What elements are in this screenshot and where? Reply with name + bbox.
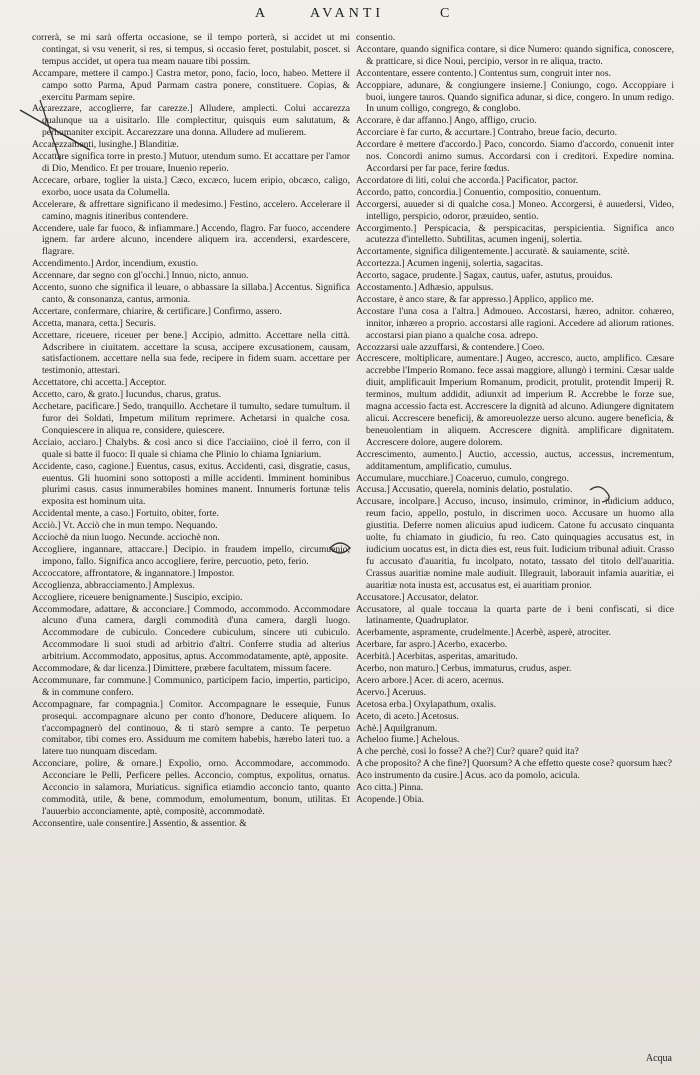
dictionary-entry: Accoglienza, abbracciamento.] Amplexus. — [32, 579, 195, 591]
dictionary-entry: Accidente, caso, cagione.] Euentus, casus, exitus. Accidenti, casi, disgratie, casus, euentus. Gli huomini sono sottoposti a mille accidenti. Imminent hominibus plurimi casus. casus innumerabiles homines manent. Innumeris fortunæ telis exposita est hominum uita. — [32, 460, 350, 508]
dictionary-entry: Accidental mente, a caso.] Fortuito, obiter, forte. — [32, 508, 219, 520]
dictionary-entry: Accorgimento.] Perspicacia, & perspicacitas, perspicientia. Significa anco acutezza d'intelletto. Subtilitas, acumen ingenij, solertia. — [356, 222, 674, 246]
dictionary-entry: Accommunare, far commune.] Communico, participem facio, impertio, participo, & in commune confero. — [32, 674, 350, 698]
dictionary-entry: Acervo.] Aceruus. — [356, 686, 427, 698]
dictionary-entry: Acchetare, pacificare.] Sedo, tranquillo. Acchetare il tumulto, sedare tumultum. il furor dei Soldati, Impetum militum reprimere. Achetarsi in qualche cosa. Conquiescere in aliqua re, considere, quiescere. — [32, 401, 350, 436]
dictionary-entry: Accarezzamenti, lusinghe.] Blanditiæ. — [32, 139, 179, 151]
dictionary-entry: Accompagnare, far compagnia.] Comitor. Accompagnare le essequie, Funus prosequi. accompagnare alcuno per conto d'honore, Deducere aliquem. Io t'accompagnerò del continouo, & ti starò sempre a canto. Te perpetuo comitabor, tibi comes ero. Assiduum me comitem habebis, hærebo lateri tuo. a latere tuo nunquam discedam. — [32, 698, 350, 758]
dictionary-entry: Accordare è mettere d'accordo.] Paco, concordo. Siamo d'accordo, conuenit inter nos. Concordi animo sumus. Accordarsi con i creditori. Expedire nomina. Accordarsi per far pace, ferire fœdus. — [356, 139, 674, 174]
dictionary-entry: Accendimento.] Ardor, incendium, exustio. — [32, 258, 199, 270]
dictionary-entry: Accozzarsi uale azzuffarsi, & contendere.] Coeo. — [356, 341, 545, 353]
header-center: AVANTI — [310, 6, 385, 21]
dictionary-entry: Accrescimento, aumento.] Auctio, accessio, auctus, accessus, incrementum, additamentum, amplificatio, cumulus. — [356, 448, 674, 472]
header-right: C — [440, 6, 450, 21]
dictionary-entry: Accusa.] Accusatio, querela, nominis delatio, postulatio. — [356, 484, 573, 496]
dictionary-entry: Accendere, uale far fuoco, & infiammare.] Accendo, flagro. Far fuoco, accendere ignem. far ardere alcuno, incendere aliquem ira. accendersi, exardescere, flagrare. — [32, 222, 350, 258]
dictionary-entry: Accontare, quando significa contare, si dice Numero: quando significa, conoscere, & pratticare, si dice Noui, percipio, versor in re aliqua, tracto. — [356, 43, 674, 67]
dictionary-entry: Accortamente, significa diligentemente.] accuratè. & sauiamente, scitè. — [356, 246, 630, 258]
dictionary-entry: Accortezza.] Acumen ingenij, solertia, sagacitas. — [356, 258, 543, 270]
dictionary-entry: Acopende.] Obia. — [356, 794, 424, 805]
dictionary-entry: Acerbo, non maturo.] Cerbus, immaturus, crudus, asper. — [356, 663, 572, 675]
dictionary-entry: Accecare, orbare, toglier la uista.] Cæco, excæco, lucem eripio, obcæco, caligo, exorbo, uoce usata da Columella. — [32, 174, 350, 198]
dictionary-entry: Accorgersi, auueder si di qualche cosa.] Moneo. Accorgersi, è auuedersi, Video, intelligo, perspicio, odoror, præuideo, sentio. — [356, 198, 674, 222]
catchword: Acqua — [645, 1053, 672, 1064]
dictionary-entry: A che perchè, cosi lo fosse? A che?] Cur? quare? quid ita? — [356, 746, 579, 758]
dictionary-entry: Accusatore.] Accusator, delator. — [356, 591, 479, 603]
dictionary-entry: Accogliere, riceuere benignamente.] Suscipio, excipio. — [32, 591, 243, 603]
dictionary-entry: Accettatore, chi accetta.] Acceptor. — [32, 377, 167, 389]
dictionary-entry: Acheloo fiume.] Achelous. — [356, 734, 460, 746]
dictionary-entry: Accoccatore, affrontatore, & ingannatore.] Impostor. — [32, 567, 235, 579]
dictionary-entry: Accorto, sagace, prudente.] Sagax, cautus, uafer, astutus, prouidus. — [356, 270, 613, 282]
dictionary-entry: Accento, suono che significa il leuare, o abbassare la sillaba.] Accentus. Significa canto, & consonanza, cantus, armonia. — [32, 282, 350, 305]
dictionary-entry: A che proposito? A che fine?] Quorsum? A che effetto queste cose? quorsum hæc? — [356, 758, 673, 770]
dictionary-entry: Acciochè da niun luogo. Necunde. acciochè non. — [32, 532, 220, 544]
dictionary-entry: Achè.] Aquilgranum. — [356, 722, 438, 734]
dictionary-entry: Accontentare, essere contento.] Contentus sum, congruit inter nos. — [356, 67, 611, 79]
dictionary-entry: Accarezzare, accoglierre, far carezze.] Alludere, amplecti. Colui accarezza qualunque ua a uisitarlo. Ille complectitur, quisquis eum salutatum, & perhumaniter excipit. Accarezzare una donna. Alludere ad mulierem. — [32, 103, 350, 139]
dictionary-entry: Accusare, incolpare.] Accuso, incuso, insimulo, criminor, in iudicium adduco, reum facio, appello, postulo, in discrimen uoco. Accusare un huomo alla giustitia. Deferre nomen alicuius apud iudicem. Catone fu accusato cinquanta uolte, fu chiamato in giudicio, fu reo. Cato quinquagies accusatus est, in iudicium uocatus est, in dicta dies est, reus fuit. Iudicium tribunal adiuit. Crasso fu accusato d'auaritia, fu incolpato, notato, tassato del titolo dell'auaritia. Crassus auaritiæ nomine male audiuit. Illegrauit, laborauit infamia auaritiæ, ei auaritiæ nota inusta est, accusatus est, ei auaritiam pronior. — [356, 496, 674, 591]
dictionary-entry: Accattare significa torre in presto.] Mutuor, utendum sumo. Et accattare per l'amor di Dio, Mendico. Et per trouare, Inuenio reperio. — [32, 151, 350, 174]
dictionary-entry: Accoppiare, adunare, & congiungere insieme.] Coniungo, cogo. Accoppiare i buoi, iungere tauros. Quando significa adunar, si dice, congero. In unum redigo. In unum colligo, congrego, & conglobo. — [356, 79, 674, 115]
dictionary-entry: Acconciare, polire, & ornare.] Expolio, orno. Accommodare, accommodo. Acconciare le Pelli, Perficere pelles. Acconcio, comptus, expolitus, ornatus. Acconcio in salamora, Muriaticus. significa etiamdio acconcio tanto, quanto commodità, utile, & bene, commodum, emolumentum, bonum, utilitas. Et l'auuerbio acconciamente, aptè, compositè, accommodatè. — [32, 758, 350, 817]
dictionary-entry: Accostamento.] Adhæsio, appulsus. — [356, 282, 494, 294]
dictionary-entry: Acero arbore.] Acer. di acero, acernus. — [356, 674, 504, 686]
dictionary-entry: Accetto, caro, & grato.] Iucundus, charus, gratus. — [32, 389, 222, 401]
dictionary-entry: Acciò.] Vt. Acciò che in mun tempo. Nequando. — [32, 520, 218, 532]
left-column — [32, 32, 350, 1032]
dictionary-entry: Accogliere, ingannare, attaccare.] Decipio. in fraudem impello, circumuenio, impono, fallo. Significa anco accogliere, ferire, percuotio, peto, ferio. — [32, 543, 350, 567]
dictionary-entry: Aceto, di aceto.] Acetosus. — [356, 710, 459, 722]
dictionary-entry: Acerbare, far aspro.] Acerbo, exacerbo. — [356, 639, 508, 651]
dictionary-entry: Aco instrumento da cusire.] Acus. aco da pomolo, acicula. — [356, 770, 580, 782]
dictionary-entry: Accertare, confermare, chiarire, & certificare.] Confirmo, assero. — [32, 305, 282, 317]
dictionary-entry: Accostare l'una cosa a l'altra.] Admoueo. Accostarsi, hæreo, adnitor. cohæreo, innitor, inhæreo a proprio. accostarsi alle ragioni. Accedere ad aliorum rationes. accostarsi pian piano a qualche cosa. adrepo. — [356, 305, 674, 341]
dictionary-entry: Accorare, è dar affanno.] Ango, affligo, crucio. — [356, 115, 537, 127]
header-left: A — [255, 6, 268, 21]
dictionary-entry: Acerbamente, aspramente, crudelmente.] Acerbè, asperè, atrociter. — [356, 627, 611, 639]
dictionary-entry: Accordatore di liti, colui che accorda.] Pacificator, pactor. — [356, 174, 579, 186]
dictionary-entry: Accetta, manara, cetta.] Securis. — [32, 317, 156, 329]
dictionary-entry: Acetosa erba.] Oxylapathum, oxalis. — [356, 698, 497, 710]
dictionary-entry: Accusatore, al quale toccaua la quarta parte de i beni confiscati, si dice latinamente, Quadruplator. — [356, 603, 674, 627]
dictionary-entry: Accumulare, mucchiare.] Coaceruo, cumulo, congrego. — [356, 472, 569, 484]
dictionary-entry: consentio. — [356, 32, 396, 43]
dictionary-entry: Acciaio, acciaro.] Chalybs. & così anco si dice l'acciaiino, cioè il ferro, con il quale si batte il fuoco: Il quale si chiama che Plinio lo chiama Igniarium. — [32, 436, 350, 460]
right-column — [356, 32, 674, 1032]
dictionary-entry: Accommodare, adattare, & acconciare.] Commodo, accommodo. Accommodare alcuno d'una camera, dargli commodità d'una camera, dargli luogo. Accommodare de cubiculo. Concedere cubiculum, sincere uti cubiculo. Accommodare li suoi studi ad arbitrio d'altri. Conferre studia ad alterius arbitrium. Accommodato, appositus, aptus. Accommodatamente, aptè, apposite. — [32, 603, 350, 663]
dictionary-entry: Accordo, patto, concordia.] Conuentio, compositio, conuentum. — [356, 186, 601, 198]
dictionary-entry: correrà, se mi sarà offerta occasione, se il tempo porterà, si accidet ut mi contingat, si vsu venerit, si res, si tempus, si occasio feret, postulabit, poscet. si tempus accidet, ut opera tua meam nauare tibi possim. — [32, 32, 350, 67]
dictionary-entry: Acerbità.] Acerbitas, asperitas, amaritudo. — [356, 651, 518, 663]
dictionary-entry: Accorciare è far curto, & accurtare.] Contraho, breue facio, decurto. — [356, 127, 618, 139]
dictionary-entry: Accelerare, & affrettare significano il medesimo.] Festino, accelero. Accelerare il camino, magnis itineribus contendere. — [32, 198, 350, 222]
dictionary-entry: Accennare, dar segno con gl'occhi.] Innuo, nicto, annuo. — [32, 270, 249, 282]
dictionary-entry: Accostare, è anco stare, & far appresso.] Applico, applico me. — [356, 293, 594, 305]
dictionary-entry: Accrescere, moltiplicare, aumentare.] Augeo, accresco, aucto, amplifico. Cæsare accrebbe l'Imperio Romano. fece assai maggiore, allungò i termini. Cæsar ualde diuit, amplificauit Imperium Romanum, prodicit, protulit, protendit Imperij R. terminos, multum addidit, adiunxit ad imperium R. Accrebbe le forze sue, magna accessio facta est. Accrescere la dignità ad alcuno. Adiungere dignitatem alicui. Accrescere beneficij, & amoreuolezze uerso alcuno. augere beneficia, & beneuolentiam in aliquem. Accrescere dignità. amplificare dignitatem. Accrescere dolore, augere dolorem. — [356, 353, 674, 448]
running-header — [0, 6, 700, 30]
dictionary-entry: Acconsentire, uale consentire.] Assentio, & assentior. & — [32, 817, 247, 829]
dictionary-entry: Accettare, riceuere, riceuer per bene.] Accipio, admitto. Accettare nella città. Adscribere in ciuitatem. accettare la scusa, accipere excusationem, causam, satisfactionem. accettare nella sua fede, recipere in fidem suam. accettare per testimonio, attestari. — [32, 329, 350, 377]
dictionary-entry: Accommodare, & dar licenza.] Dimittere, præbere facultatem, missum facere. — [32, 663, 332, 675]
dictionary-entry: Aco citta.] Pinna. — [356, 782, 424, 794]
dictionary-entry: Accampare, mettere il campo.] Castra metor, pono, facio, loco, habeo. Mettere il campo sotto Parma, Apud Parmam castra ponere, constituere. Copias, & exercitu Parmam sepire. — [32, 67, 350, 103]
